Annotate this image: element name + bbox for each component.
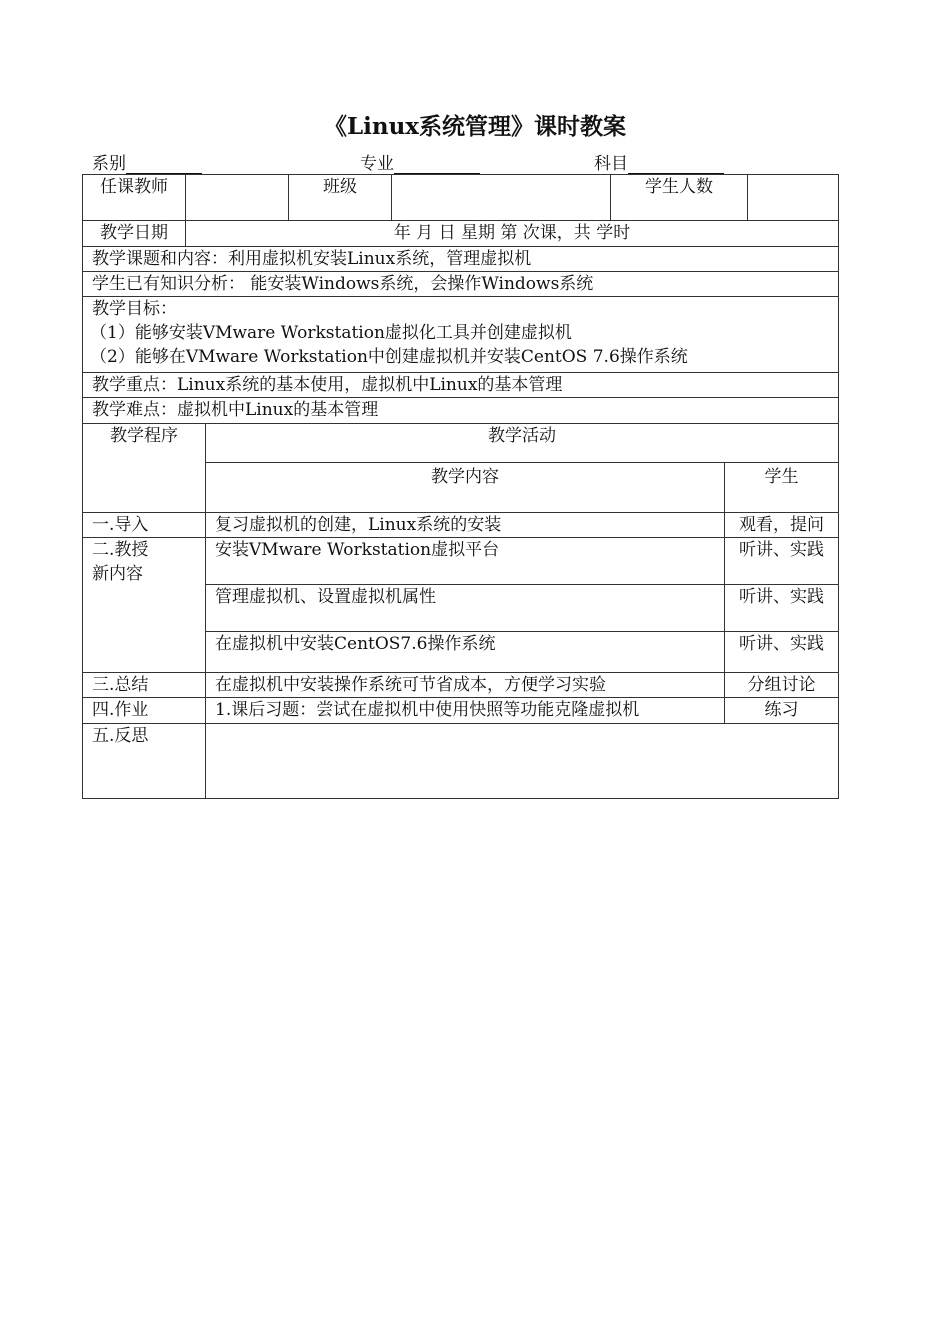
objectives-row — [83, 297, 839, 373]
major-field — [360, 149, 480, 174]
step-name-line1: 二.教授 — [92, 540, 149, 560]
step-content: 管理虚拟机、设置虚拟机属性 — [206, 585, 725, 632]
step-content: 在虚拟机中安装CentOS7.6操作系统 — [206, 632, 725, 673]
step-student: 观看，提问 — [725, 513, 839, 538]
subject-field — [594, 149, 724, 174]
step-student: 分组讨论 — [725, 673, 839, 698]
step-row — [83, 538, 839, 585]
prior-knowledge-row — [83, 272, 839, 297]
step-name: 四.作业 — [83, 698, 206, 724]
procedure-header: 教学程序 — [83, 424, 206, 513]
dept-field — [92, 149, 202, 174]
students-label: 学生人数 — [611, 175, 748, 221]
teacher-value — [186, 175, 289, 221]
topic-text: 教学课题和内容：利用虚拟机安装Linux系统，管理虚拟机 — [83, 247, 839, 272]
students-value — [748, 175, 839, 221]
step-name: 三.总结 — [83, 673, 206, 698]
objective-item-2: （2）能够在VMware Workstation中创建虚拟机并安装CentOS 7.6操作系统 — [90, 347, 688, 367]
step-content: 安装VMware Workstation虚拟平台 — [206, 538, 725, 585]
step-row — [83, 673, 839, 698]
activity-header: 教学活动 — [206, 424, 839, 463]
step-content: 1.课后习题：尝试在虚拟机中使用快照等功能克隆虚拟机 — [206, 698, 725, 724]
dept-blank — [126, 155, 202, 174]
step-name-line2: 新内容 — [92, 564, 143, 584]
step-student: 听讲、实践 — [725, 585, 839, 632]
teacher-label: 任课教师 — [83, 175, 186, 221]
subject-blank — [628, 155, 724, 174]
date-row — [83, 221, 839, 247]
difficulties-text: 教学难点：虚拟机中Linux的基本管理 — [83, 398, 839, 424]
step-row — [83, 513, 839, 538]
objectives-cell — [83, 297, 839, 373]
student-header: 学生 — [725, 463, 839, 513]
content-header: 教学内容 — [206, 463, 725, 513]
date-label: 教学日期 — [83, 221, 186, 247]
objectives-label: 教学目标： — [92, 299, 177, 319]
major-label: 专业 — [360, 154, 394, 174]
major-blank — [394, 155, 480, 174]
step-row — [83, 698, 839, 724]
topic-row — [83, 247, 839, 272]
teacher-row — [83, 175, 839, 221]
step-name — [83, 538, 206, 673]
class-value — [392, 175, 611, 221]
step-content: 在虚拟机中安装操作系统可节省成本，方便学习实验 — [206, 673, 725, 698]
subject-label: 科目 — [594, 154, 628, 174]
objective-item-1: （1）能够安装VMware Workstation虚拟化工具并创建虚拟机 — [90, 323, 572, 343]
lesson-plan-table — [82, 174, 839, 799]
date-value: 年 月 日 星期 第 次课，共 学时 — [186, 221, 839, 247]
class-label: 班级 — [289, 175, 392, 221]
step-content: 复习虚拟机的创建，Linux系统的安装 — [206, 513, 725, 538]
step-student: 练习 — [725, 698, 839, 724]
dept-label: 系别 — [92, 154, 126, 174]
reflection-content — [206, 724, 839, 799]
step-student: 听讲、实践 — [725, 538, 839, 585]
step-row — [83, 724, 839, 799]
step-name: 五.反思 — [83, 724, 206, 799]
document-title: 《Linux系统管理》课时教案 — [323, 113, 627, 140]
header-fields — [92, 149, 832, 173]
step-student: 听讲、实践 — [725, 632, 839, 673]
step-name: 一.导入 — [83, 513, 206, 538]
key-points-text: 教学重点：Linux系统的基本使用，虚拟机中Linux的基本管理 — [83, 373, 839, 398]
difficulties-row — [83, 398, 839, 424]
activity-header-row — [83, 424, 839, 463]
prior-knowledge-text: 学生已有知识分析： 能安装Windows系统，会操作Windows系统 — [83, 272, 839, 297]
key-points-row — [83, 373, 839, 398]
